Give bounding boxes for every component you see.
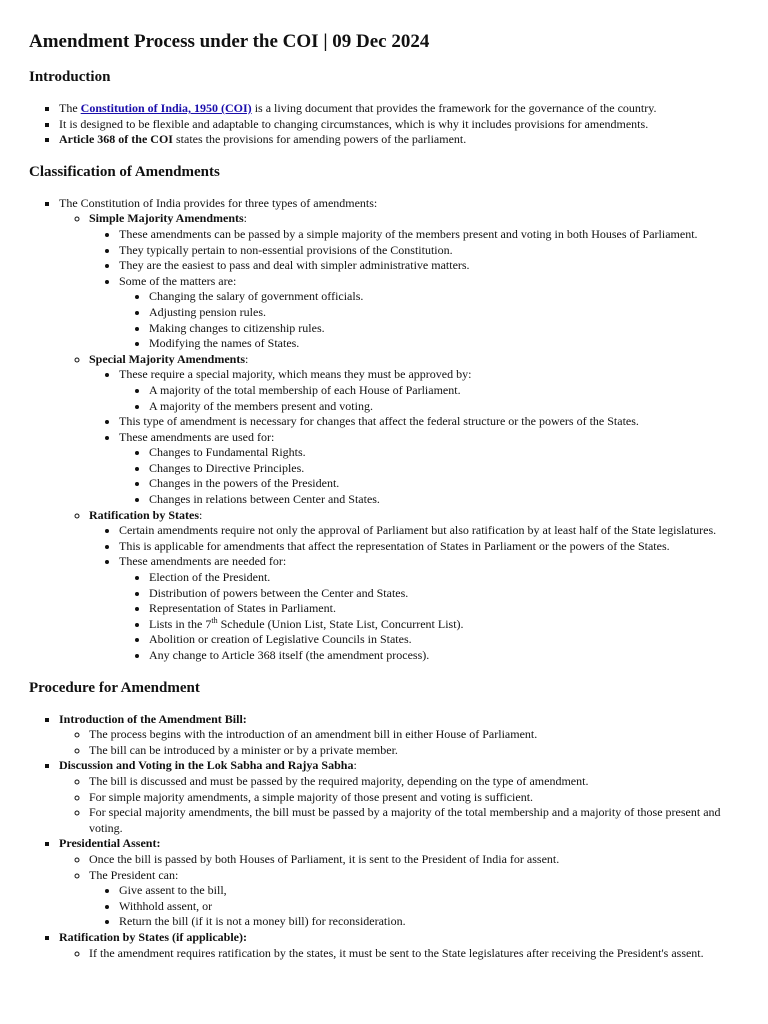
list-item: • Return the bill (if it is not a money bill) for reconsideration. [119, 914, 739, 930]
amendment-type-simple: ◦ Simple Majority Amendments: • These amendments can be passed by a simple majority of the members present and voting in both Houses of Parliament. • They typically pertain to non-essential provisions of the Constitution. • They are the easiest to pass and deal with simpler administrative matters. • Some of the matters are: • Changing the salary of government officials. • Adjusting pension rules. • Making changes to citizenship rules. • Modifying the names of States. [89, 211, 739, 351]
list-item: • Adjusting pension rules. [149, 305, 739, 321]
amendment-types-list [59, 211, 739, 663]
list-item: • Changes to Directive Principles. [149, 461, 739, 477]
ratification-points [89, 523, 739, 663]
list-item: • Modifying the names of States. [149, 336, 739, 352]
list-item: • These amendments can be passed by a simple majority of the members present and voting in both Houses of Parliament. [119, 227, 739, 243]
list-item: • Certain amendments require not only the approval of Parliament but also ratification by at least half of the State legislatures. [119, 523, 739, 539]
list-item: • Withhold assent, or [119, 899, 739, 915]
list-item: ▪ The Constitution of India provides for three types of amendments: ◦ Simple Majority Amendments: • These amendments can be passed by a simple majority of the members present and voting in both Houses of Parliament. • They typically pertain to non-essential provisions of the Constitution. • They are the easiest to pass and deal with simpler administrative matters. • Some of the matters are: • Changing the salary of government officials. • Adjusting pension rules. • Making changes to citizenship rules. • Modifying the names of States. ◦ Special Majority Amendments: • These require a special majority, which means they must be approved by: • A majority of the total membership of each House of Parliament. • A majority of the members present and voting. • This type of amendment is necessary for changes that affect the federal structure or the powers of the States. • These amendments are used for: • Changes to Fundamental Rights. • Changes to Directive Principles. • Changes in the powers of the President. • Changes in relations between Center and States. ◦ Ratification by States: • Certain amendments require not only the approval of Parliament but also ratification by at least half of the State legislatures. • This is applicable for amendments that affect the representation of States in Parliament or the powers of the States. • These amendments are needed for: • Election of the President. • Distribution of powers between the Center and States. • Representation of States in Parliament. • Lists in the 7th Schedule (Union List, State List, Concurrent List). • Abolition or creation of Legislative Councils in States. • Any change to Article 368 itself (the amendment process). [59, 196, 739, 664]
introduction-list [29, 101, 739, 148]
list-item: • Give assent to the bill, [119, 883, 739, 899]
simple-points [89, 227, 739, 352]
procedure-step: ▪ Presidential Assent: ◦ Once the bill is passed by both Houses of Parliament, it is sent to the President of India for assent. ◦ The President can: • Give assent to the bill, • Withhold assent, or • Return the bill (if it is not a money bill) for reconsideration. [59, 836, 739, 930]
step-points [59, 946, 739, 962]
list-item: • They are the easiest to pass and deal with simpler administrative matters. [119, 258, 739, 274]
list-item: ◦ The bill can be introduced by a minister or by a private member. [89, 743, 739, 759]
procedure-step: ▪ Discussion and Voting in the Lok Sabha and Rajya Sabha: ◦ The bill is discussed and must be passed by the required majority, depending on the type of amendment. ◦ For simple majority amendments, a simple majority of those present and voting is sufficient. ◦ For special majority amendments, the bill must be passed by a majority of the total membership and a majority of those present and voting. [59, 758, 739, 836]
list-item: ▪ Article 368 of the COI states the provisions for amending powers of the parliament. [59, 132, 739, 148]
list-item: • A majority of the total membership of each House of Parliament. [149, 383, 739, 399]
list-item: • These amendments are used for: • Changes to Fundamental Rights. • Changes to Directive Principles. • Changes in the powers of the President. • Changes in relations between Center and States. [119, 430, 739, 508]
step-points [59, 727, 739, 758]
coi-link[interactable]: Constitution of India, 1950 (COI) [80, 101, 252, 115]
procedure-step: ▪ Introduction of the Amendment Bill: ◦ The process begins with the introduction of an amendment bill in either House of Parliament. ◦ The bill can be introduced by a minister or by a private member. [59, 712, 739, 759]
list-item: • Changes in the powers of the President. [149, 476, 739, 492]
amendment-type-special: ◦ Special Majority Amendments: • These require a special majority, which means they must be approved by: • A majority of the total membership of each House of Parliament. • A majority of the members present and voting. • This type of amendment is necessary for changes that affect the federal structure or the powers of the States. • These amendments are used for: • Changes to Fundamental Rights. • Changes to Directive Principles. • Changes in the powers of the President. • Changes in relations between Center and States. [89, 352, 739, 508]
list-item: • Election of the President. [149, 570, 739, 586]
section-heading-procedure: Procedure for Amendment [29, 679, 200, 696]
section-heading-introduction: Introduction [29, 69, 111, 85]
amendment-type-ratification: ◦ Ratification by States: • Certain amendments require not only the approval of Parliament but also ratification by at least half of the State legislatures. • This is applicable for amendments that affect the representation of States in Parliament or the powers of the States. • These amendments are needed for: • Election of the President. • Distribution of powers between the Center and States. • Representation of States in Parliament. • Lists in the 7th Schedule (Union List, State List, Concurrent List). • Abolition or creation of Legislative Councils in States. • Any change to Article 368 itself (the amendment process). [89, 508, 739, 664]
procedure-list [29, 712, 739, 962]
list-item: • Some of the matters are: • Changing the salary of government officials. • Adjusting pension rules. • Making changes to citizenship rules. • Modifying the names of States. [119, 274, 739, 352]
list-item: ◦ For special majority amendments, the bill must be passed by a majority of the total membership and a majority of those present and voting. [89, 805, 739, 836]
section-heading-classification: Classification of Amendments [29, 163, 220, 180]
list-item: ◦ The bill is discussed and must be passed by the required majority, depending on the type of amendment. [89, 774, 739, 790]
list-item: • Changes to Fundamental Rights. [149, 445, 739, 461]
step-points [59, 774, 739, 836]
list-item: • This type of amendment is necessary for changes that affect the federal structure or the powers of the States. [119, 414, 739, 430]
special-approval-list [119, 383, 739, 414]
list-item: ◦ The President can: • Give assent to the bill, • Withhold assent, or • Return the bill (if it is not a money bill) for reconsideration. [89, 868, 739, 930]
list-item: • They typically pertain to non-essential provisions of the Constitution. [119, 243, 739, 259]
page-title: Amendment Process under the COI | 09 Dec 2024 [29, 31, 430, 52]
list-item: ▪ The Constitution of India, 1950 (COI) is a living document that provides the framework for the governance of the country. [59, 101, 739, 117]
list-item: • This is applicable for amendments that affect the representation of States in Parliament or the powers of the States. [119, 539, 739, 555]
list-item: • Changing the salary of government officials. [149, 289, 739, 305]
list-item: ◦ For simple majority amendments, a simple majority of those present and voting is sufficient. [89, 790, 739, 806]
special-points [89, 367, 739, 507]
list-item: • Abolition or creation of Legislative Councils in States. [149, 632, 739, 648]
list-item: • Lists in the 7th Schedule (Union List, State List, Concurrent List). [149, 617, 739, 633]
procedure-step: ▪ Ratification by States (if applicable): ◦ If the amendment requires ratification by the states, it must be sent to the State legislatures after receiving the President's assent. [59, 930, 739, 961]
list-item: ▪ It is designed to be flexible and adaptable to changing circumstances, which is why it includes provisions for amendments. [59, 117, 739, 133]
list-item: • These amendments are needed for: • Election of the President. • Distribution of powers between the Center and States. • Representation of States in Parliament. • Lists in the 7th Schedule (Union List, State List, Concurrent List). • Abolition or creation of Legislative Councils in States. • Any change to Article 368 itself (the amendment process). [119, 554, 739, 663]
ratification-needed-list [119, 570, 739, 664]
special-uses-list [119, 445, 739, 507]
list-item: • Changes in relations between Center and States. [149, 492, 739, 508]
list-item: • Making changes to citizenship rules. [149, 321, 739, 337]
president-options-list [89, 883, 739, 930]
simple-matters [119, 289, 739, 351]
list-item: • Distribution of powers between the Center and States. [149, 586, 739, 602]
list-item: ◦ The process begins with the introduction of an amendment bill in either House of Parliament. [89, 727, 739, 743]
classification-list [29, 196, 739, 664]
step-points [59, 852, 739, 930]
list-item: ◦ Once the bill is passed by both Houses of Parliament, it is sent to the President of India for assent. [89, 852, 739, 868]
list-item: • A majority of the members present and voting. [149, 399, 739, 415]
list-item: • These require a special majority, which means they must be approved by: • A majority of the total membership of each House of Parliament. • A majority of the members present and voting. [119, 367, 739, 414]
list-item: • Representation of States in Parliament. [149, 601, 739, 617]
list-item: • Any change to Article 368 itself (the amendment process). [149, 648, 739, 664]
list-item: ◦ If the amendment requires ratification by the states, it must be sent to the State legislatures after receiving the President's assent. [89, 946, 739, 962]
